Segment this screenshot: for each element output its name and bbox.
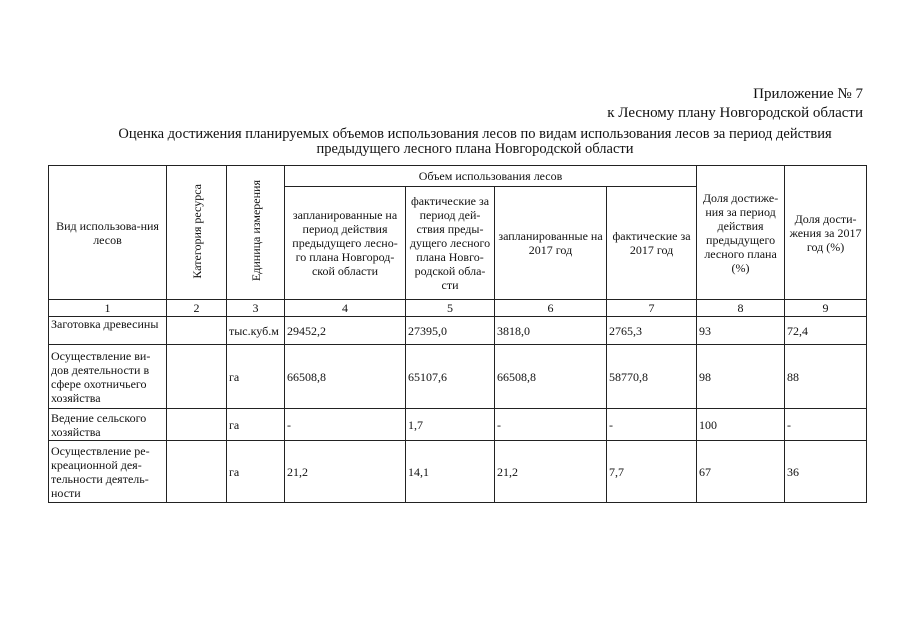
column-number: 7	[607, 300, 697, 317]
header-resource-category	[167, 166, 227, 300]
header-planned-prev: запланированные на период действия предыдущего лесно-го плана Новгород-ской области	[285, 187, 406, 300]
row-unit: га	[227, 345, 285, 409]
row-actual-prev: 65107,6	[406, 345, 495, 409]
row-name: Осуществление ви-дов деятельности в сфере охотничьего хозяйства	[49, 345, 167, 409]
column-number: 2	[167, 300, 227, 317]
row-share-prev: 93	[697, 317, 785, 345]
row-name: Заготовка древесины	[49, 317, 167, 345]
annex-number: Приложение № 7	[753, 86, 863, 102]
row-name: Осуществление ре-креационной дея-тельности деятель-ности	[49, 441, 167, 503]
row-share-2017: 88	[785, 345, 867, 409]
table-row	[49, 317, 867, 345]
row-share-2017: 72,4	[785, 317, 867, 345]
title-line-2: предыдущего лесного плана Новгородской области	[316, 141, 634, 157]
header-unit	[227, 166, 285, 300]
header-planned-2017: запланированные на 2017 год	[495, 187, 607, 300]
row-category	[167, 317, 227, 345]
table-row	[49, 345, 867, 409]
usage-assessment-table	[48, 165, 867, 503]
row-actual-2017: -	[607, 409, 697, 441]
column-number: 6	[495, 300, 607, 317]
table-row	[49, 441, 867, 503]
row-actual-prev: 14,1	[406, 441, 495, 503]
column-number: 8	[697, 300, 785, 317]
column-numbers-row	[49, 300, 867, 317]
column-number: 5	[406, 300, 495, 317]
column-number: 4	[285, 300, 406, 317]
row-planned-prev: -	[285, 409, 406, 441]
header-share-prev: Доля достиже-ния за период действия предыдущего лесного плана (%)	[697, 166, 785, 300]
row-share-prev: 98	[697, 345, 785, 409]
row-share-2017: 36	[785, 441, 867, 503]
column-number: 1	[49, 300, 167, 317]
header-actual-2017: фактические за 2017 год	[607, 187, 697, 300]
row-category	[167, 441, 227, 503]
table-row	[49, 409, 867, 441]
row-planned-prev: 21,2	[285, 441, 406, 503]
header-resource-category-text: Категория ресурса	[189, 183, 204, 279]
row-unit: га	[227, 441, 285, 503]
document-title	[60, 127, 890, 157]
row-unit: тыс.куб.м	[227, 317, 285, 345]
header-actual-prev: фактические за период дей-ствия преды-дущего лесного плана Новго-родской обла-сти	[406, 187, 495, 300]
row-actual-prev: 27395,0	[406, 317, 495, 345]
row-planned-prev: 66508,8	[285, 345, 406, 409]
row-share-2017: -	[785, 409, 867, 441]
header-use-type: Вид использова-ния лесов	[49, 166, 167, 300]
row-planned-prev: 29452,2	[285, 317, 406, 345]
header-share-2017: Доля дости-жения за 2017 год (%)	[785, 166, 867, 300]
row-planned-2017: 66508,8	[495, 345, 607, 409]
row-planned-2017: -	[495, 409, 607, 441]
annex-reference: к Лесному плану Новгородской области	[607, 105, 863, 121]
row-share-prev: 67	[697, 441, 785, 503]
row-category	[167, 345, 227, 409]
header-volume-group: Объем использования лесов	[285, 166, 697, 187]
row-share-prev: 100	[697, 409, 785, 441]
header-unit-text: Единица измерения	[248, 180, 263, 282]
title-line-1: Оценка достижения планируемых объемов использования лесов по видам использования лесов за период действия	[118, 126, 832, 142]
row-name: Ведение сельского хозяйства	[49, 409, 167, 441]
row-actual-2017: 58770,8	[607, 345, 697, 409]
row-actual-2017: 7,7	[607, 441, 697, 503]
row-planned-2017: 21,2	[495, 441, 607, 503]
row-planned-2017: 3818,0	[495, 317, 607, 345]
row-actual-prev: 1,7	[406, 409, 495, 441]
column-number: 9	[785, 300, 867, 317]
column-number: 3	[227, 300, 285, 317]
row-category	[167, 409, 227, 441]
row-actual-2017: 2765,3	[607, 317, 697, 345]
row-unit: га	[227, 409, 285, 441]
